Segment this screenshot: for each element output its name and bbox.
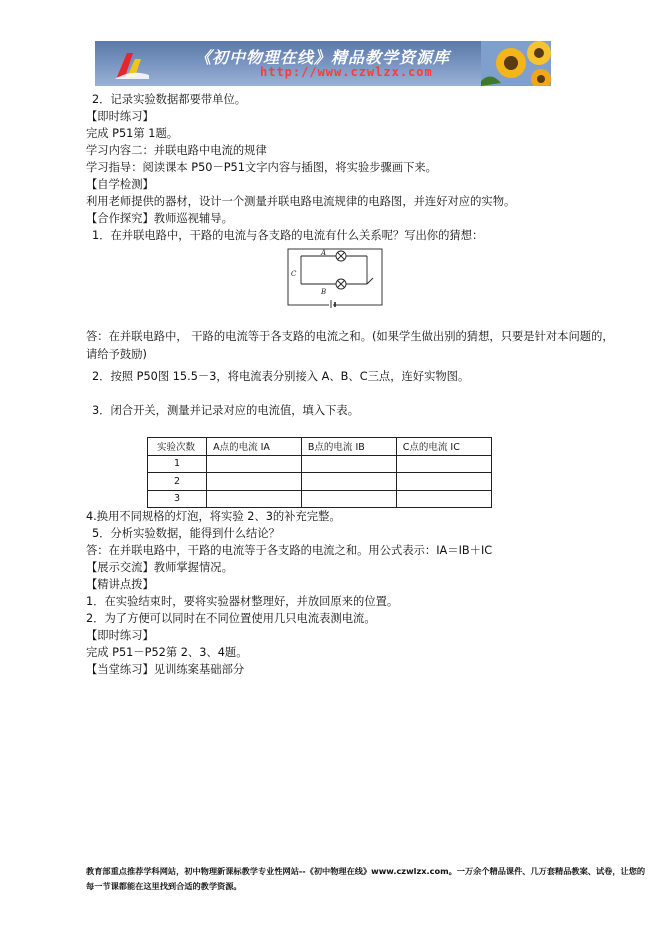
table-row <box>148 455 492 473</box>
table-row <box>148 490 492 508</box>
text-line: 1．在实验结束时，要将实验器材整理好，并放回原来的位置。 <box>86 595 399 608</box>
table-cell[interactable] <box>396 455 491 473</box>
banner-title: 《初中物理在线》精品教学资源库 <box>195 48 451 67</box>
text-line: 3．闭合开关，测量并记录对应的电流值，填入下表。 <box>92 404 360 417</box>
circuit-label-a: A <box>321 249 327 257</box>
table-cell[interactable] <box>396 473 491 491</box>
table-header-cell: 实验次数 <box>148 438 207 456</box>
table-cell[interactable] <box>207 473 302 491</box>
section-label: 【展示交流】教师掌握情况。 <box>86 561 233 574</box>
table-row <box>148 473 492 491</box>
page-footer: 教育部重点推荐学科网站，初中物理新课标教学专业性网站--《初中物理在线》www.czwlzx.com。一万余个精品课件、几万套精品教案、试卷，让您的每一节课都能在这里找到合适的教学资源。 <box>86 866 646 891</box>
answer-paragraph: 答：在并联电路中， 干路的电流等于各支路的电流之和。(如果学生做出别的猜想，只要是针对本问题的，请给予鼓励) <box>86 330 614 361</box>
section-label: 【即时练习】 <box>86 110 154 123</box>
text-line: 2．为了方便可以同时在不同位置使用几只电流表测电流。 <box>86 612 376 625</box>
section-label: 【自学检测】 <box>86 178 154 191</box>
text-line: 答：在并联电路中，干路的电流等于各支路的电流之和。用公式表示：IA＝IB＋IC <box>86 544 493 557</box>
table-header-row <box>148 438 492 456</box>
section-label: 【合作探究】教师巡视辅导。 <box>86 212 233 225</box>
circuit-label-c: C <box>291 270 297 278</box>
table-cell[interactable] <box>301 455 396 473</box>
table-cell[interactable] <box>207 455 302 473</box>
table-header-cell: B点的电流 IB <box>301 438 396 456</box>
circuit-label-b: B <box>321 288 327 296</box>
table-cell[interactable] <box>396 490 491 508</box>
text-line: 2．记录实验数据都要带单位。 <box>92 93 247 106</box>
table-header-cell: C点的电流 IC <box>396 438 491 456</box>
text-line: 利用老师提供的器材，设计一个测量并联电路电流规律的电路图，并连好对应的实物。 <box>86 195 516 208</box>
text-line: 完成 P51－P52第 2、3、4题。 <box>86 646 248 659</box>
table-cell: 1 <box>148 455 207 473</box>
site-logo-icon <box>113 49 151 81</box>
section-label: 【即时练习】 <box>86 629 154 642</box>
table-cell: 3 <box>148 490 207 508</box>
text-line: 4.换用不同规格的灯泡，将实验 2、3的补充完整。 <box>86 510 341 523</box>
table-header-cell: A点的电流 IA <box>207 438 302 456</box>
header-banner <box>95 41 551 86</box>
sunflower-image-icon <box>481 41 551 86</box>
current-measurement-table <box>147 437 492 508</box>
text-line: 1．在并联电路中，干路的电流与各支路的电流有什么关系呢？写出你的猜想： <box>92 229 484 242</box>
text-line: 完成 P51第 1题。 <box>86 127 179 140</box>
table-cell: 2 <box>148 473 207 491</box>
text-line: 5．分析实验数据，能得到什么结论？ <box>92 527 280 540</box>
section-label: 【当堂练习】见训练案基础部分 <box>86 663 245 676</box>
text-line: 学习指导：阅读课本 P50－P51文字内容与插图，将实验步骤画下来。 <box>86 161 437 174</box>
banner-url[interactable]: http://www.czwlzx.com <box>260 65 433 79</box>
text-line: 学习内容二：并联电路中电流的规律 <box>86 144 267 157</box>
table-cell[interactable] <box>207 490 302 508</box>
table-cell[interactable] <box>301 490 396 508</box>
text-line: 2．按照 P50图 15.5－3，将电流表分别接入 A、B、C三点，连好实物图。 <box>92 370 470 383</box>
parallel-circuit-diagram <box>285 246 385 308</box>
table-cell[interactable] <box>301 473 396 491</box>
section-label: 【精讲点拨】 <box>86 578 154 591</box>
